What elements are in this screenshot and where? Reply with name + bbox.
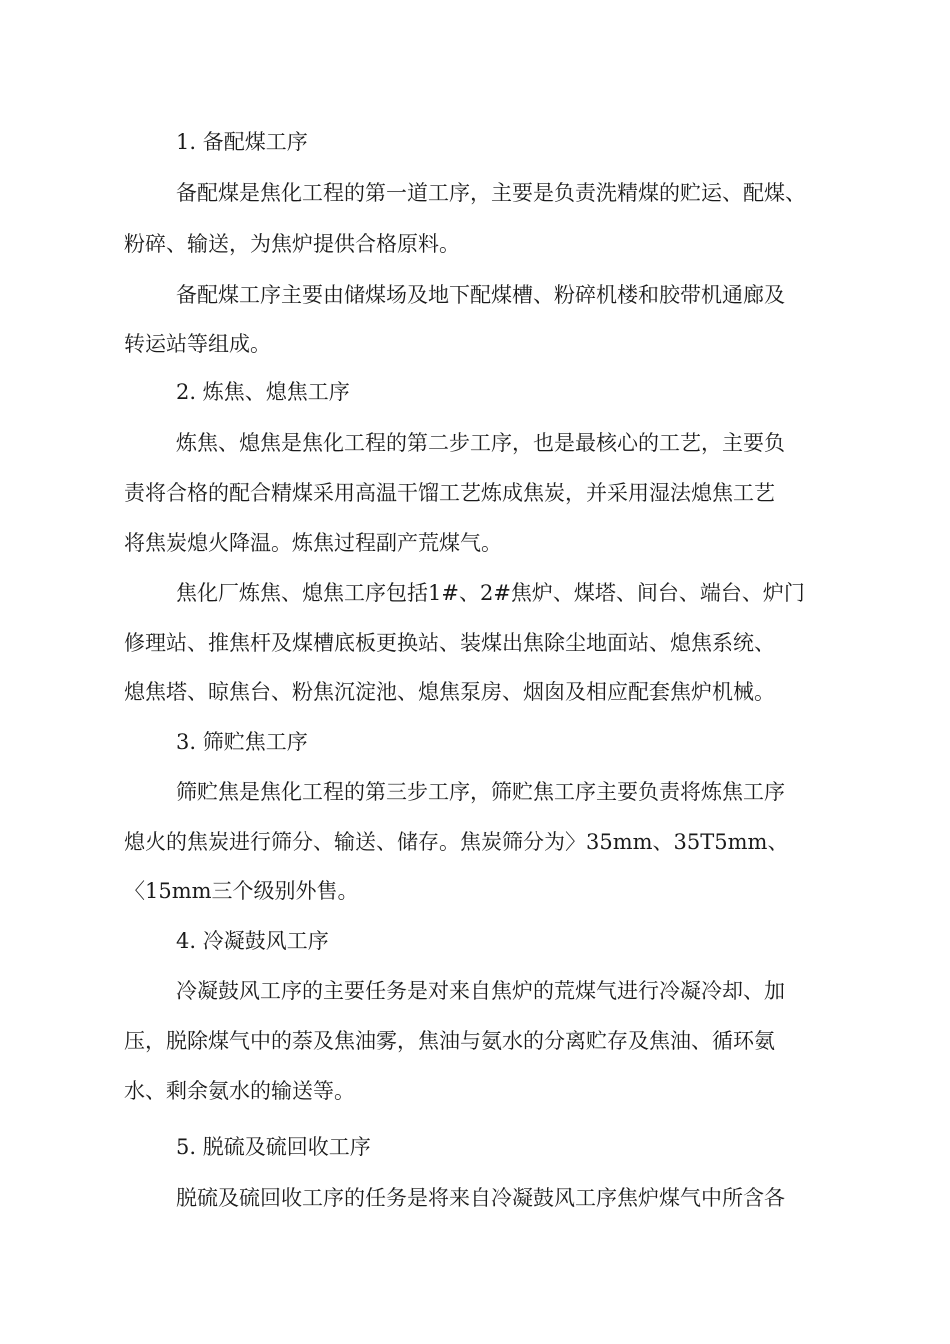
section-heading: 1. 备配煤工序 [176,130,308,154]
paragraph-line: 脱硫及硫回收工序的任务是将来自冷凝鼓风工序焦炉煤气中所含各 [176,1186,785,1210]
paragraph-line: 筛贮焦是焦化工程的第三步工序，筛贮焦工序主要负责将炼焦工序 [176,780,785,804]
paragraph-line: 备配煤是焦化工程的第一道工序，主要是负责洗精煤的贮运、配煤、 [176,181,806,205]
paragraph-line: 炼焦、熄焦是焦化工程的第二步工序，也是最核心的工艺，主要负 [176,431,785,455]
paragraph-line: 修理站、推焦杆及煤槽底板更换站、装煤出焦除尘地面站、熄焦系统、 [124,631,775,655]
paragraph-line: 焦化厂炼焦、熄焦工序包括1#、2#焦炉、煤塔、间台、端台、炉门 [176,581,805,605]
paragraph-line: 压，脱除煤气中的萘及焦油雾，焦油与氨水的分离贮存及焦油、循环氨 [124,1029,775,1053]
paragraph-line: 粉碎、输送，为焦炉提供合格原料。 [124,232,460,256]
paragraph-line: 水、剩余氨水的输送等。 [124,1079,355,1103]
paragraph-line: 熄焦塔、晾焦台、粉焦沉淀池、熄焦泵房、烟囱及相应配套焦炉机械。 [124,680,775,704]
paragraph-line: 冷凝鼓风工序的主要任务是对来自焦炉的荒煤气进行冷凝冷却、加 [176,979,785,1003]
paragraph-line: 转运站等组成。 [124,332,271,356]
section-heading: 4. 冷凝鼓风工序 [176,929,329,953]
section-heading: 2. 炼焦、熄焦工序 [176,380,350,404]
paragraph-line: 备配煤工序主要由储煤场及地下配煤槽、粉碎机楼和胶带机通廊及 [176,283,785,307]
section-heading: 5. 脱硫及硫回收工序 [176,1135,371,1159]
paragraph-line: 将焦炭熄火降温。炼焦过程副产荒煤气。 [124,531,502,555]
paragraph-line: 〈15mm三个级别外售。 [124,879,359,903]
paragraph-line: 熄火的焦炭进行筛分、输送、储存。焦炭筛分为〉35mm、35T5mm、 [124,830,789,854]
section-heading: 3. 筛贮焦工序 [176,730,308,754]
paragraph-line: 责将合格的配合精煤采用高温干馏工艺炼成焦炭，并采用湿法熄焦工艺 [124,481,775,505]
